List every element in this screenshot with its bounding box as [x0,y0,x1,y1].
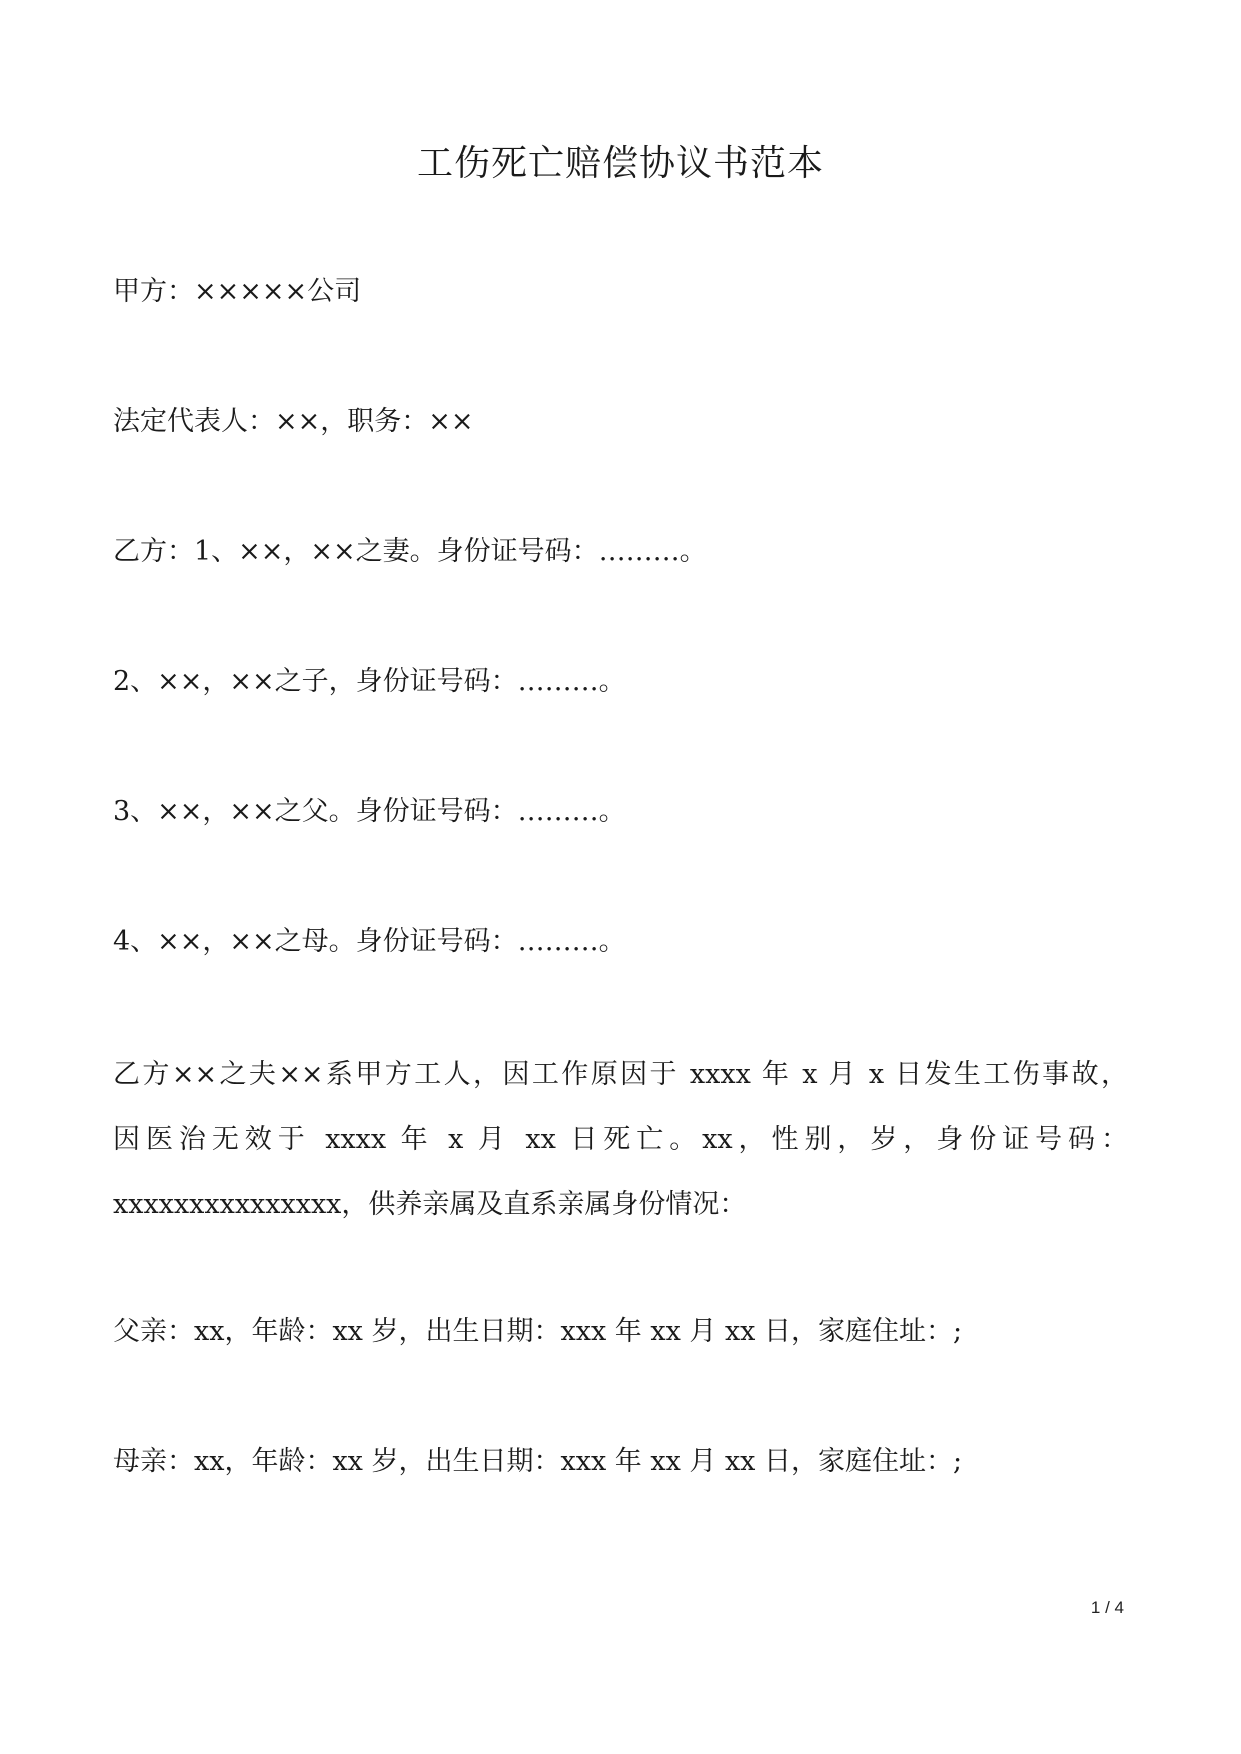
incident-paragraph-line-2: 因医治无效于 xxxx 年 x 月 xx 日死亡。xx，性别，岁，身份证号码： [113,1124,1128,1155]
incident-paragraph-line-1: 乙方××之夫××系甲方工人，因工作原因于 xxxx 年 x 月 x 日发生工伤事故， [113,1059,1128,1090]
incident-paragraph [113,1042,1128,1237]
party-a-line: 甲方：×××××公司 [113,276,362,307]
party-b-member-3: 3、××，××之父。身份证号码：………。 [113,796,626,827]
mother-info-line: 母亲：xx，年龄：xx 岁，出生日期：xxx 年 xx 月 xx 日，家庭住址：; [113,1446,963,1477]
document-title: 工伤死亡赔偿协议书范本 [416,143,824,184]
page-number: 1 / 4 [1090,1598,1124,1617]
legal-representative-line: 法定代表人：××，职务：×× [113,406,474,437]
party-b-member-1: 乙方：1、××，××之妻。身份证号码：………。 [113,536,707,567]
incident-paragraph-line-3: xxxxxxxxxxxxxxx，供养亲属及直系亲属身份情况： [113,1189,747,1220]
party-b-member-4: 4、××，××之母。身份证号码：………。 [113,926,626,957]
party-b-member-2: 2、××，××之子，身份证号码：………。 [113,666,626,697]
father-info-line: 父亲：xx，年龄：xx 岁，出生日期：xxx 年 xx 月 xx 日，家庭住址：; [113,1316,963,1347]
